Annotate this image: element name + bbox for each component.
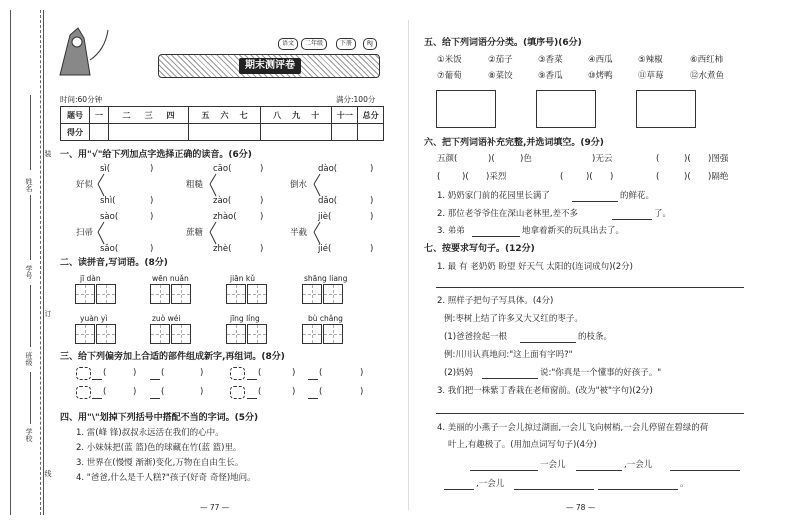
score-cell[interactable] <box>332 124 358 141</box>
q7-blank[interactable] <box>482 378 538 379</box>
q3-blank[interactable] <box>247 379 257 380</box>
q7-blank[interactable] <box>576 470 622 471</box>
q6-fill[interactable]: )色 <box>520 154 532 164</box>
sidebar-label-school: 学校 <box>25 428 33 442</box>
char-grid[interactable] <box>150 284 170 304</box>
q1-close: ) <box>370 244 374 254</box>
q3-paren: ) <box>133 387 137 397</box>
score-header: 十一 <box>332 107 358 124</box>
q1-close: ) <box>370 164 374 174</box>
q3-paren: ) <box>133 368 137 378</box>
school-field-line[interactable] <box>30 372 31 424</box>
q6-sentence: 了。 <box>654 209 672 219</box>
char-grid[interactable] <box>323 324 343 344</box>
q3-paren: ( <box>258 387 262 397</box>
q6-fill[interactable]: )( <box>488 154 495 164</box>
q1-close: ) <box>260 164 264 174</box>
q5-word: ⑫水煮鱼 <box>690 71 725 81</box>
score-cell[interactable] <box>90 124 109 141</box>
q7-answer-line[interactable] <box>436 287 744 288</box>
q7-line: 叶上,有趣极了。(用加点词写句子)(4分) <box>448 440 597 450</box>
q6-fill[interactable]: 五颜( <box>437 154 458 164</box>
radical-shape-icon <box>230 367 245 380</box>
q1-word: 半截 <box>290 228 308 238</box>
q4-line: 3. 世界在(慢慢 渐渐)变化,万物在自由生长。 <box>76 458 244 468</box>
q2-pinyin: shāng liang <box>304 274 348 283</box>
q6-fill[interactable]: )( <box>462 172 469 182</box>
q5-word: ⑨香瓜 <box>538 71 563 81</box>
q6-fill[interactable]: )图强 <box>708 154 729 164</box>
q6-sentence: 1. 奶奶家门前的花园里长满了 <box>437 191 550 201</box>
q5-word: ⑧菜饺 <box>488 71 513 81</box>
q7-line: 说:"你真是一个懂事的好孩子。" <box>540 368 662 378</box>
score-cell[interactable] <box>189 124 261 141</box>
char-grid[interactable] <box>247 284 267 304</box>
char-grid[interactable] <box>226 324 246 344</box>
q6-fill[interactable]: ( <box>656 154 660 164</box>
q7-blank[interactable] <box>470 470 538 471</box>
q3-paren: ( <box>103 387 107 397</box>
header-num: 二 <box>122 110 131 120</box>
q7-end-mark: 。 <box>680 479 689 489</box>
page-number-left: — 77 — <box>200 503 230 512</box>
category-box[interactable] <box>436 90 496 128</box>
header-num: 七 <box>239 110 248 120</box>
q7-line: ,一会儿 <box>476 479 505 489</box>
q7-line: 3. 我们把一株紫丁香栽在老师窗前。(改为"被"字句)(2分) <box>437 386 653 396</box>
q1-word: 倒水 <box>290 180 308 190</box>
q5-word: ④西瓜 <box>588 55 613 65</box>
q7-line: ,一会儿 <box>624 460 653 470</box>
q2-pinyin: jī dàn <box>80 274 101 283</box>
char-grid[interactable] <box>75 284 95 304</box>
q1-close: ) <box>150 196 154 206</box>
char-grid[interactable] <box>247 324 267 344</box>
q2-pinyin: bù chǎng <box>308 314 343 323</box>
header-num: 五 <box>201 110 210 120</box>
q1-word: 好似 <box>76 180 94 190</box>
q2-pinyin: zuò wéi <box>152 314 181 323</box>
q7-blank[interactable] <box>670 470 740 471</box>
q6-fill[interactable]: )( <box>586 172 593 182</box>
q3-blank[interactable] <box>92 398 102 399</box>
q3-paren: ( <box>319 387 323 397</box>
q3-paren: ) <box>292 368 296 378</box>
q1-close: ) <box>150 244 154 254</box>
score-header: 总分 <box>358 107 384 124</box>
q3-paren: ( <box>161 368 165 378</box>
q5-word: ⑤辣椒 <box>638 55 663 65</box>
q1-close: ) <box>260 196 264 206</box>
score-table <box>60 106 384 141</box>
q1-opt-a[interactable]: zhào( <box>213 212 237 222</box>
exam-time: 时间:60分钟 <box>60 95 103 104</box>
q2-pinyin: yuàn yì <box>80 314 108 323</box>
q5-word: ⑩烤鸭 <box>588 71 613 81</box>
q1-close: ) <box>370 196 374 206</box>
q5-title: 五、给下列词语分分类。(填序号)(6分) <box>424 38 582 48</box>
q5-word: ⑪草莓 <box>638 71 664 81</box>
q2-title: 二、读拼音,写词语。(8分) <box>60 258 168 268</box>
char-grid[interactable] <box>323 284 343 304</box>
score-header: 题号 <box>61 107 90 124</box>
q1-opt-b[interactable]: zhè( <box>213 244 232 254</box>
q1-opt-a[interactable]: sì( <box>100 164 111 174</box>
tag-subject: 语文 <box>278 38 298 50</box>
q7-line: (2)妈妈 <box>444 368 474 378</box>
q1-word: 蔗糖 <box>186 228 204 238</box>
radical-shape-icon <box>76 367 91 380</box>
q6-blank[interactable] <box>572 201 618 202</box>
q1-opt-a[interactable]: jiè( <box>318 212 332 222</box>
q1-close: ) <box>370 212 374 222</box>
q3-paren: ) <box>200 387 204 397</box>
q6-sentence: 地拿着新买的玩具出去了。 <box>522 226 625 236</box>
q1-title: 一、用"√"给下列加点字选择正确的读音。(6分) <box>60 150 252 160</box>
score-cell[interactable] <box>358 124 384 141</box>
score-header <box>189 107 261 124</box>
q6-fill[interactable]: ) <box>610 172 614 182</box>
sidebar-label-class: 班级 <box>25 352 33 366</box>
q6-fill[interactable]: ( <box>437 172 441 182</box>
q3-paren: ) <box>360 387 364 397</box>
char-grid[interactable] <box>96 284 116 304</box>
radical-shape-icon <box>76 386 91 399</box>
page-title: 期末测评卷 <box>239 58 301 74</box>
q6-sentence: 3. 弟弟 <box>437 226 465 236</box>
tag-volume: 下册 <box>336 38 356 50</box>
q2-pinyin: jīng líng <box>230 314 260 323</box>
q7-blank[interactable] <box>514 489 594 490</box>
q7-blank[interactable] <box>520 342 576 343</box>
q7-line: 一会儿 <box>540 460 566 470</box>
q3-blank[interactable] <box>150 379 160 380</box>
page-divider <box>408 20 409 510</box>
q1-opt-b[interactable]: zào( <box>213 196 232 206</box>
header-num: 八 <box>272 110 281 120</box>
q1-opt-b[interactable]: sǎo( <box>100 244 119 254</box>
full-score: 满分:100分 <box>336 95 376 104</box>
q1-word: 扫帚 <box>76 228 94 238</box>
q1-opt-b[interactable]: jié( <box>318 244 332 254</box>
q5-word: ⑥西红柿 <box>690 55 724 65</box>
score-header <box>260 107 332 124</box>
q2-pinyin: wēn nuǎn <box>152 274 189 283</box>
char-grid[interactable] <box>150 324 170 344</box>
q3-paren: ) <box>360 368 364 378</box>
q6-fill[interactable]: )隔绝 <box>708 172 729 182</box>
score-row-label: 得分 <box>61 124 90 141</box>
q6-fill[interactable]: )( <box>684 172 691 182</box>
q1-close: ) <box>260 212 264 222</box>
q1-close: ) <box>150 212 154 222</box>
category-box[interactable] <box>636 90 696 128</box>
q1-opt-a[interactable]: cāo( <box>213 164 232 174</box>
sidebar-label-name: 姓名 <box>25 178 33 192</box>
q6-title: 六、把下列词语补充完整,并选词填空。(9分) <box>424 138 604 148</box>
id-field-line[interactable] <box>30 195 31 260</box>
radical-shape-icon <box>230 386 245 399</box>
q5-word: ③香菜 <box>538 55 563 65</box>
q4-line: 2. 小妹妹把(蓝 篮)色的球藏在竹(蓝 篮)里。 <box>76 443 242 453</box>
q1-close: ) <box>150 164 154 174</box>
q1-word: 粗糙 <box>186 180 204 190</box>
q7-title: 七、按要求写句子。(12分) <box>424 244 535 254</box>
q6-fill[interactable]: ( <box>656 172 660 182</box>
q1-close: ) <box>260 244 264 254</box>
q3-paren: ) <box>292 387 296 397</box>
q6-sentence: 2. 那位老爷爷住在深山老林里,差不多 <box>437 209 579 219</box>
q3-blank[interactable] <box>308 398 318 399</box>
q7-line: 2. 照样子把句子写具体。(4分) <box>437 296 554 306</box>
q5-word: ⑦葡萄 <box>437 71 462 81</box>
q3-blank[interactable] <box>150 398 160 399</box>
binding-mark: 装 <box>44 150 52 157</box>
q5-word: ②茄子 <box>488 55 513 65</box>
char-grid[interactable] <box>171 284 191 304</box>
binding-line-dashed <box>40 10 41 515</box>
title-banner <box>158 54 380 78</box>
name-field-line[interactable] <box>30 95 31 170</box>
char-grid[interactable] <box>302 324 322 344</box>
score-cell[interactable] <box>109 124 189 141</box>
char-grid[interactable] <box>96 324 116 344</box>
char-grid[interactable] <box>302 284 322 304</box>
q7-line: 1. 最 有 老奶奶 盼望 好天气 太阳的(连词成句)(2分) <box>437 262 633 272</box>
q7-blank[interactable] <box>598 489 678 490</box>
header-num: 三 <box>144 110 153 120</box>
q6-fill[interactable]: ( <box>560 172 564 182</box>
q4-line: 1. 雷(峰 锋)叔叔永远活在我们的心中。 <box>76 428 224 438</box>
q3-title: 三、给下列偏旁加上合适的部件组成新字,再组词。(8分) <box>60 352 285 362</box>
q6-fill[interactable]: )( <box>684 154 691 164</box>
q1-opt-a[interactable]: sào( <box>100 212 119 222</box>
q7-blank[interactable] <box>444 489 474 490</box>
q1-opt-b[interactable]: dǎo( <box>318 196 338 206</box>
q4-title: 四、用"\"划掉下列括号中搭配不当的字词。(5分) <box>60 413 259 423</box>
binding-line-inner <box>43 10 44 515</box>
q3-paren: ) <box>200 368 204 378</box>
binding-mark: 订 <box>44 310 52 317</box>
q7-answer-line[interactable] <box>436 413 744 414</box>
score-header: 一 <box>90 107 109 124</box>
q2-pinyin: jiān kǔ <box>230 274 255 283</box>
q1-branch-lines <box>90 170 390 250</box>
header-num: 四 <box>166 110 175 120</box>
q3-blank[interactable] <box>92 379 102 380</box>
q3-paren: ( <box>103 368 107 378</box>
q1-opt-b[interactable]: shì( <box>100 196 116 206</box>
q7-line: 的枝条。 <box>578 332 613 342</box>
q7-line: 4. 美丽的小燕子一会儿掠过湖面,一会儿飞向树梢,一会儿停留在碧绿的荷 <box>437 423 709 433</box>
q3-paren: ( <box>319 368 323 378</box>
q6-blank[interactable] <box>472 236 520 237</box>
q3-blank[interactable] <box>247 398 257 399</box>
q3-paren: ( <box>258 368 262 378</box>
class-field-line[interactable] <box>30 285 31 347</box>
score-cell[interactable] <box>260 124 332 141</box>
q6-fill[interactable]: )无云 <box>592 154 613 164</box>
char-grid[interactable] <box>226 284 246 304</box>
binding-line-outer <box>10 10 11 515</box>
q3-blank[interactable] <box>308 379 318 380</box>
category-box[interactable] <box>536 90 596 128</box>
q6-blank[interactable] <box>612 219 652 220</box>
q6-fill[interactable]: )采烈 <box>486 172 507 182</box>
header-num: 六 <box>220 110 229 120</box>
q3-paren: ( <box>161 387 165 397</box>
header-num: 十 <box>311 110 320 120</box>
q4-line: 4. "爸爸,什么是千人糕?"孩子(好奇 奇怪)地问。 <box>76 473 256 483</box>
binding-mark: 线 <box>44 470 52 477</box>
q7-line: 例:川川认真地问:"这上面有字吗?" <box>444 350 573 360</box>
tag-grade: 二年级 <box>301 38 327 50</box>
q7-line: 例:枣树上结了许多又大又红的枣子。 <box>444 314 583 324</box>
q6-sentence: 的鲜花。 <box>620 191 655 201</box>
sidebar-label-id: 学号 <box>25 265 33 279</box>
char-grid[interactable] <box>171 324 191 344</box>
header-num: 九 <box>292 110 301 120</box>
q1-opt-a[interactable]: dào( <box>318 164 338 174</box>
mascot-icon <box>50 20 110 78</box>
char-grid[interactable] <box>75 324 95 344</box>
q5-word: ①米饭 <box>437 55 462 65</box>
score-header <box>109 107 189 124</box>
tag-edition: RJ <box>363 38 377 50</box>
q7-line: (1)爸爸捡起一根 <box>444 332 508 342</box>
page-number-right: — 78 — <box>566 503 596 512</box>
